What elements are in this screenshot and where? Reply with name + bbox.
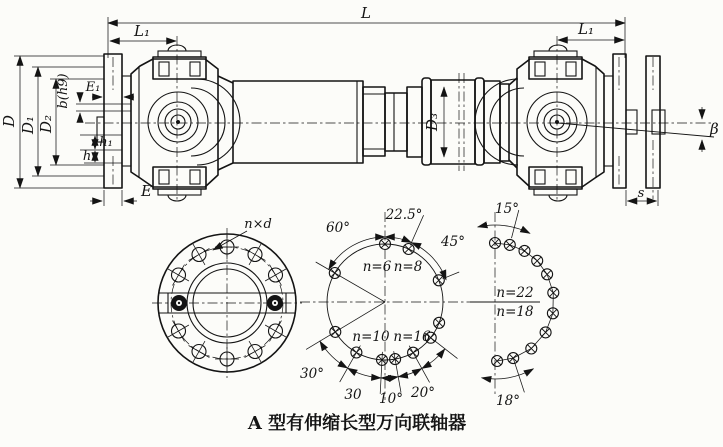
angle-label-30: 30° <box>300 366 324 382</box>
dim-label-E1: E₁ <box>85 80 101 95</box>
left-flange <box>97 54 131 188</box>
dim-label-beta: β <box>710 120 719 138</box>
drive-tube <box>233 81 363 163</box>
right-flange-pair <box>613 54 665 199</box>
dim-label-D1: D₁ <box>19 115 37 135</box>
dim-label-b-h9: b(h9) <box>56 73 71 109</box>
count-label-n10: n=10 <box>352 329 390 345</box>
bolt-pattern-diagram-a <box>300 207 478 407</box>
bolt-pattern-diagram-b <box>470 201 559 409</box>
assembly-side-view <box>0 4 719 206</box>
caption-text: A 型有伸缩长型万向联轴器 <box>247 413 467 434</box>
dim-label-s: s <box>637 186 645 201</box>
count-label-n16: n=16 <box>393 329 431 345</box>
dim-label-h: h <box>82 149 92 164</box>
count-label-n6: n=6 <box>362 259 392 275</box>
dim-label-L1-right: L₁ <box>578 20 594 38</box>
telescopic-shaft <box>233 73 509 171</box>
dim-label-nxd: n×d <box>244 217 272 232</box>
angle-label-45: 45° <box>441 234 465 250</box>
dim-label-L: L <box>361 4 371 22</box>
angle-label-30b: 30 <box>344 387 362 403</box>
angle-label-18: 18° <box>496 393 520 409</box>
count-label-n8: n=8 <box>393 259 423 275</box>
count-label-n18: n=18 <box>496 304 534 320</box>
dim-label-D3: D₃ <box>423 112 441 132</box>
count-label-n22: n=22 <box>496 285 534 301</box>
dim-label-L1-left: L₁ <box>134 22 150 40</box>
dim-label-D2: D₂ <box>37 114 55 134</box>
angle-label-60: 60° <box>326 220 350 236</box>
angle-label-15: 15° <box>495 201 519 217</box>
dim-label-D: D <box>0 114 18 128</box>
dim-label-h1: h₁ <box>99 135 113 150</box>
flange-front-view <box>152 217 302 378</box>
angle-label-20: 20° <box>411 385 435 401</box>
dim-label-E: E <box>141 182 152 200</box>
angle-label-10: 10° <box>379 391 403 407</box>
dim-beta <box>558 107 719 152</box>
angle-label-22-5: 22.5° <box>385 207 423 223</box>
